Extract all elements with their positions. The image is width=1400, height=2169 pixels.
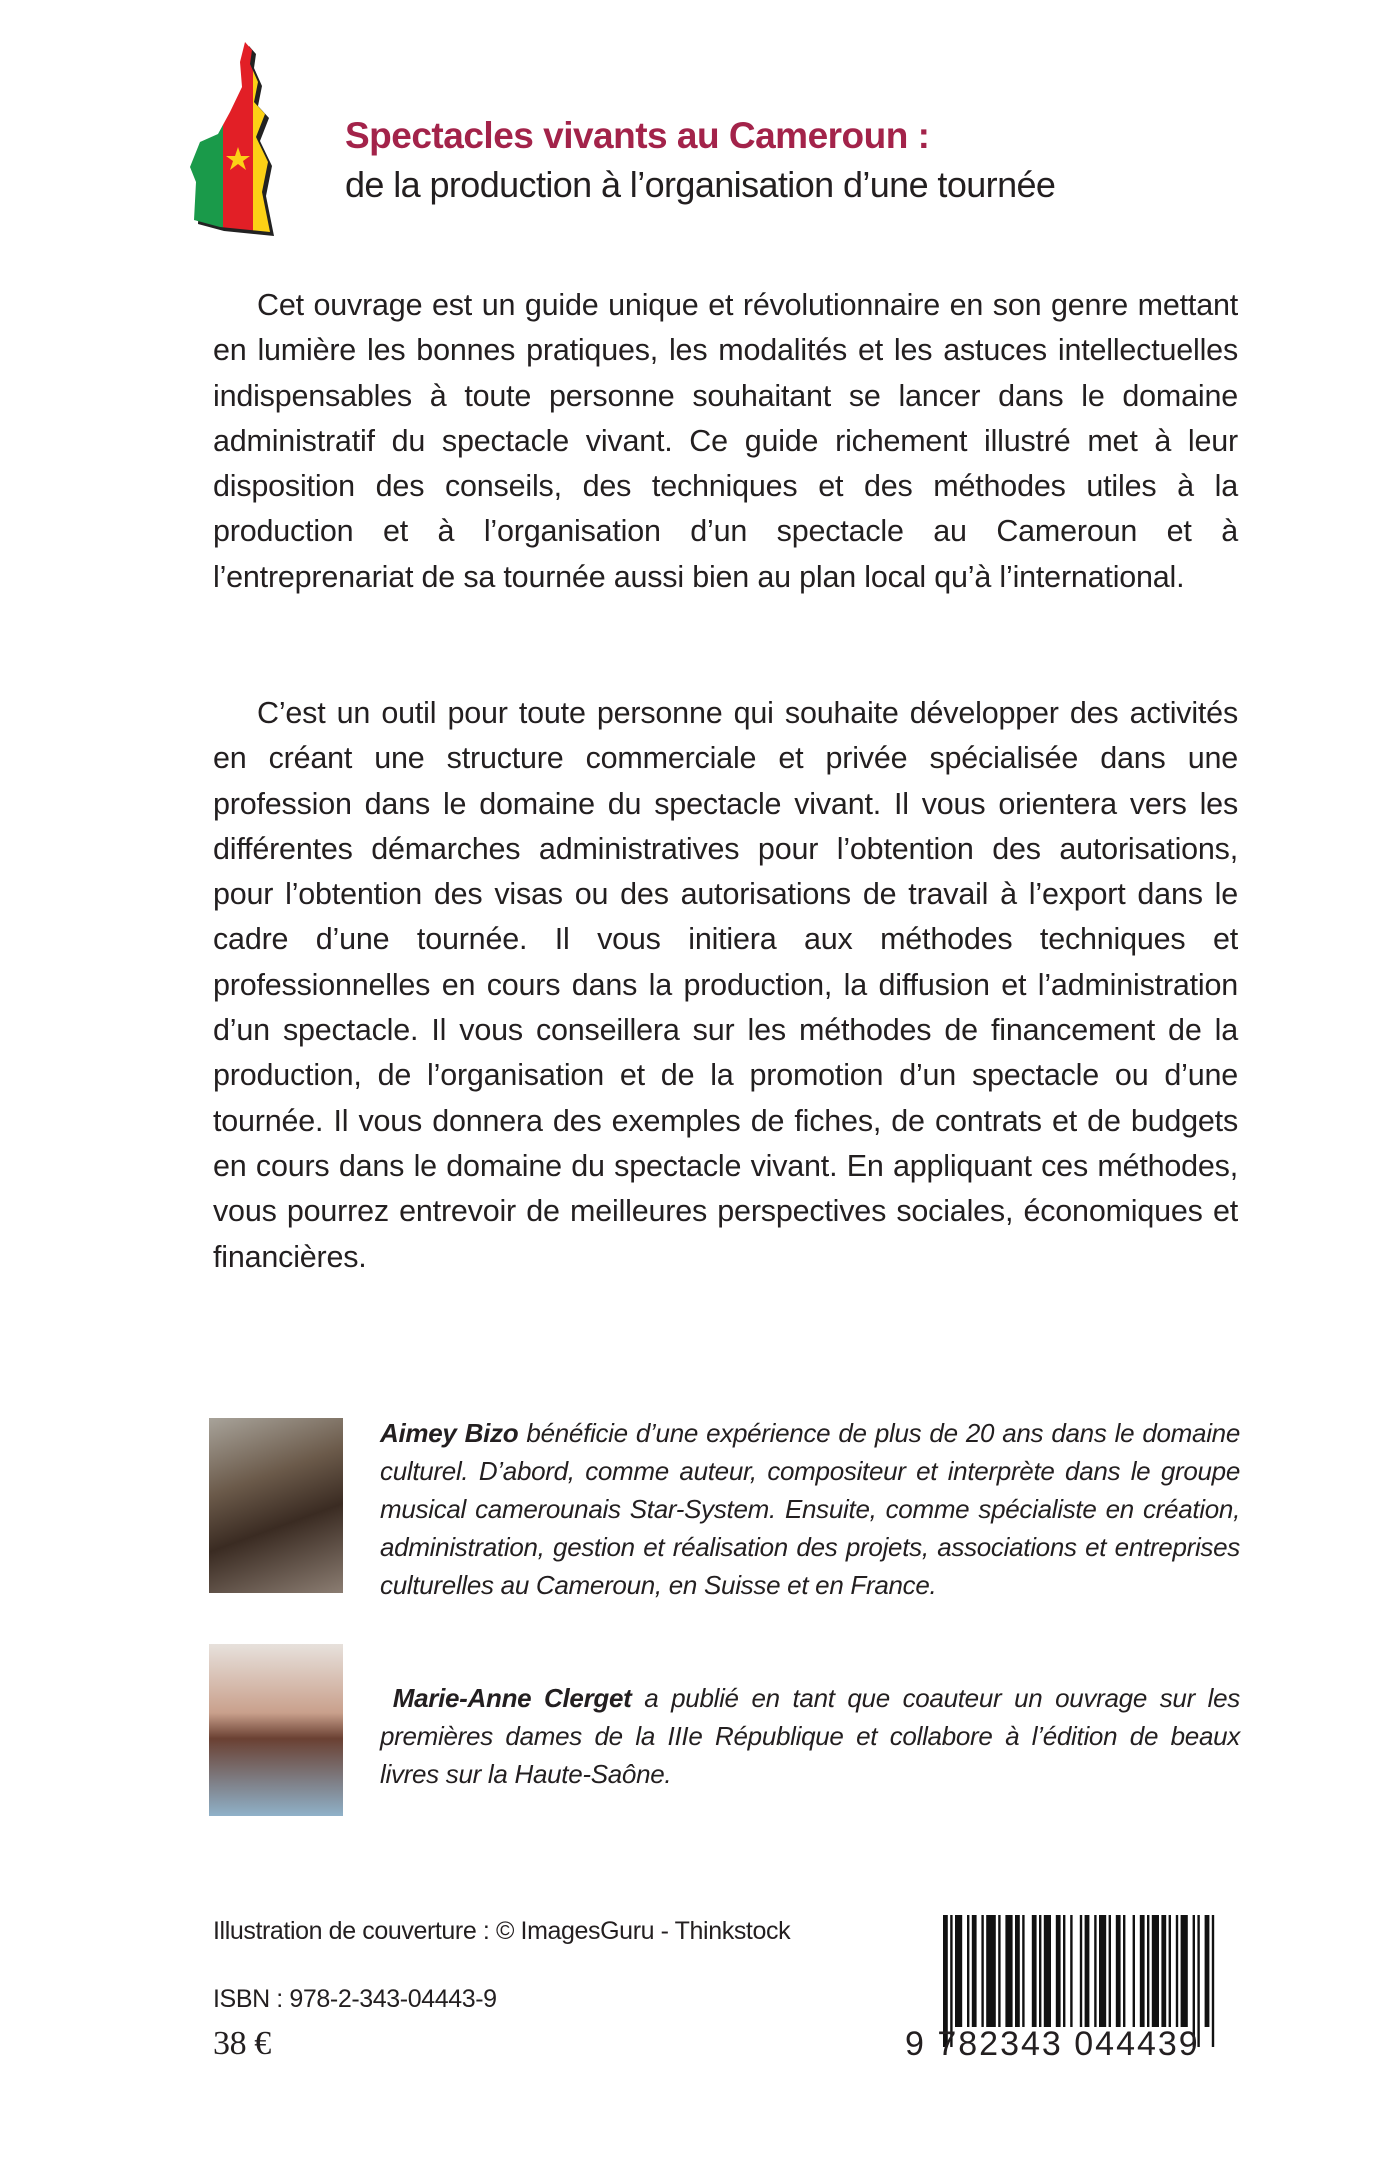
barcode-bar (1080, 1915, 1082, 2027)
barcode-bar (972, 1915, 977, 2027)
barcode-bar (998, 1915, 1000, 2027)
barcode-bar (986, 1915, 996, 2027)
isbn: ISBN : 978-2-343-04443-9 (213, 1985, 497, 2013)
barcode-bar (1063, 1915, 1065, 2027)
barcode-bar (1015, 1915, 1020, 2027)
cover-illustration-credit: Illustration de couverture : © ImagesGuru - Thinkstock (213, 1917, 791, 1945)
book-title: Spectacles vivants au Cameroun : (345, 115, 930, 156)
author-photo-marie-anne-clerget (209, 1644, 343, 1816)
barcode-bar (1161, 1915, 1166, 2027)
barcode-bar (1116, 1915, 1121, 2027)
barcode-bar (1152, 1915, 1159, 2027)
barcode-bar (1133, 1915, 1135, 2027)
price: 38 € (213, 2025, 271, 2062)
barcode-bar (1039, 1915, 1041, 2027)
barcode-bar (1056, 1915, 1061, 2027)
barcode-bar (1169, 1915, 1171, 2027)
barcode-bar (1094, 1915, 1096, 2027)
book-subtitle: de la production à l’organisation d’une tournée (345, 164, 1056, 205)
barcode-bar (1070, 1915, 1072, 2027)
barcode-bar (1140, 1915, 1145, 2027)
cameroon-map-flag-logo (190, 42, 330, 237)
barcode-number: 9 782343 044439 (905, 2025, 1200, 2063)
barcode-bar (981, 1915, 983, 2027)
author-bio-1 (380, 1414, 1240, 1604)
author-bio-text: bénéficie d’une expérience de plus de 20 ans dans le domaine culturel. D’abord, comme auteur, compositeur et interprète dans le groupe musical camerounais Star-System. Ensuite, comme spécialiste en création, administration, gestion et réalisation des projets, associations et entreprises culturelles au Cameroun, en Suisse et en France. (380, 1418, 1240, 1600)
description-paragraph-2: C’est un outil pour toute personne qui souhaite développer des activités en créant une structure commerciale et privée spécialisée dans une profession dans le domaine du spectacle vivant. Il vous orientera vers les différentes démarches administratives pour l’obtention des autorisations, pour l’obtention des visas ou des autorisations de travail à l’export dans le cadre d’une tournée. Il vous initiera aux méthodes techniques et professionnelles en cours dans la production, la diffusion et l’administration d’un spectacle. Il vous conseillera sur les méthodes de financement de la production, de l’organisation et de la promotion d’un spectacle ou d’une tournée. Il vous donnera des exemples de fiches, de contrats et de budgets en cours dans le domaine du spectacle vivant. En appliquant ces méthodes, vous pourrez entrevoir de meilleures perspectives sociales, économiques et financières. (213, 696, 1238, 1274)
barcode-bar (1099, 1915, 1106, 2027)
barcode-bar (1181, 1915, 1188, 2027)
barcode-bar (955, 1915, 962, 2027)
barcode-bar (967, 1915, 969, 2027)
book-title-block (345, 112, 1055, 210)
barcode-bar (1109, 1915, 1111, 2027)
barcode-bar (1147, 1915, 1149, 2027)
barcode-bar (1085, 1915, 1090, 2027)
author-name: Marie-Anne Clerget (392, 1683, 632, 1713)
author-name: Aimey Bizo (380, 1418, 519, 1448)
barcode-bar (1176, 1915, 1178, 2027)
barcode-bar (1032, 1915, 1037, 2027)
description-paragraph-1: Cet ouvrage est un guide unique et révolutionnaire en son genre mettant en lumière les bonnes pratiques, les modalités et les astuces intellectuelles indispensables à toute personne souhaitant se lancer dans le domaine administratif du spectacle vivant. Ce guide richement illustré met à leur disposition des conseils, des techniques et des méthodes utiles à la production et à l’organisation d’un spectacle au Cameroun et à l’entreprenariat de sa tournée aussi bien au plan local qu’à l’international. (213, 288, 1238, 594)
author-bio-text: a publié en tant que coauteur un ouvrage sur les premières dames de la IIIe République et collabore à l’édition de beaux livres sur la Haute-Saône. (380, 1683, 1240, 1789)
author-bio-2 (380, 1679, 1240, 1793)
barcode-bar (1212, 1915, 1214, 2047)
author-photo-aimey-bizo (209, 1418, 343, 1593)
barcode-bar (1022, 1915, 1024, 2027)
barcode-bar (1005, 1915, 1012, 2027)
barcode-bar (1044, 1915, 1051, 2027)
barcode-bar (1123, 1915, 1125, 2027)
barcode-bar (1205, 1915, 1210, 2027)
